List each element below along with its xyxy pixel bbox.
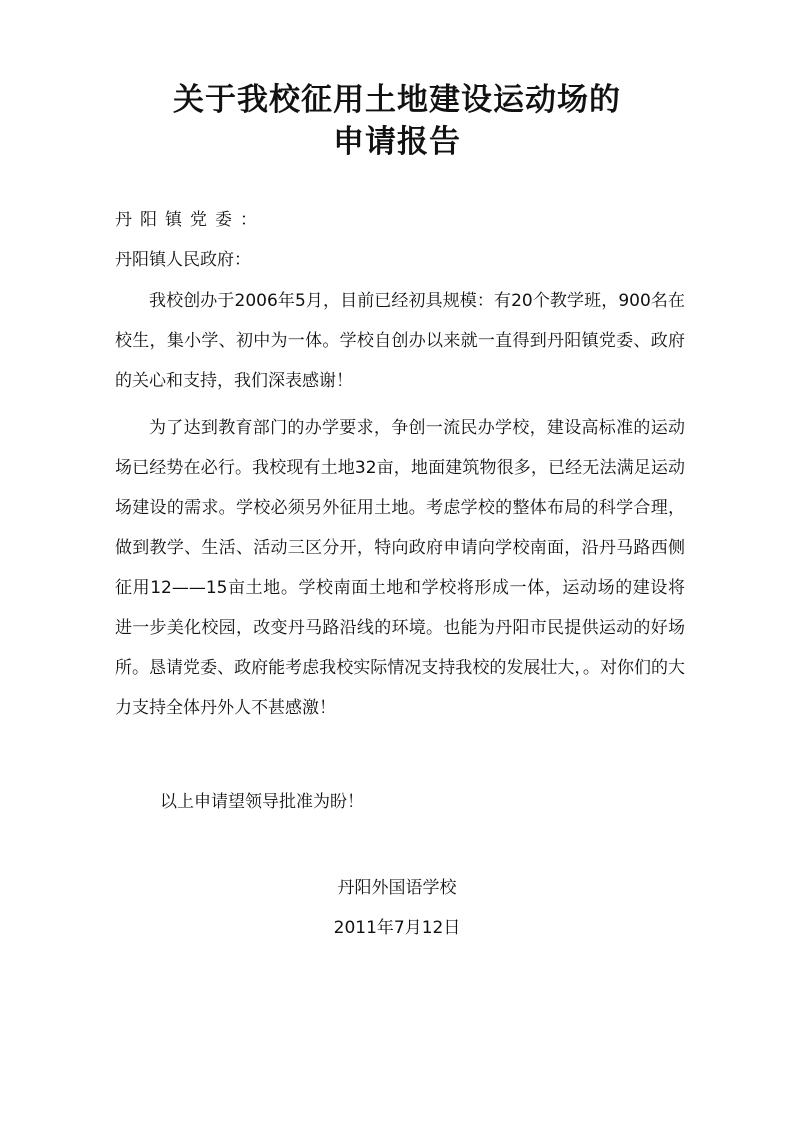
- salutation-party-committee: 丹阳镇党委：: [115, 210, 265, 230]
- body-paragraph-1: 我校创办于2006年5月，目前已经初具规模：有20个教学班，900名在校生，集小学、初中为一体。学校自创办以来就一直得到丹阳镇党委、政府的关心和支持，我们深表感谢！: [115, 291, 685, 391]
- document-title-line2: 申请报告: [333, 124, 461, 160]
- signature-school: 丹阳外国语学校: [337, 878, 457, 898]
- document-title-line1: 关于我校征用土地建设运动场的: [173, 82, 621, 118]
- signature-date: 2011年7月12日: [333, 918, 461, 938]
- closing-remark: 以上申请望领导批准为盼！: [160, 792, 364, 812]
- body-paragraph-2: 为了达到教育部门的办学要求，争创一流民办学校，建设高标准的运动场已经势在必行。我校现有土地32亩，地面建筑物很多，已经无法满足运动场建设的需求。学校必须另外征用土地。考虑学校的整体布局的科学合理，做到教学、生活、活动三区分开，特向政府申请向学校南面，沿丹马路西侧征用12——15亩土地。学校南面土地和学校将形成一体，运动场的建设将进一步美化校园，改变丹马路沿线的环境。也能为丹阳市民提供运动的好场所。恳请党委、政府能考虑我校实际情况支持我校的发展壮大，。对你们的大力支持全体丹外人不甚感激！: [115, 418, 685, 718]
- salutation-government: 丹阳镇人民政府：: [115, 250, 251, 270]
